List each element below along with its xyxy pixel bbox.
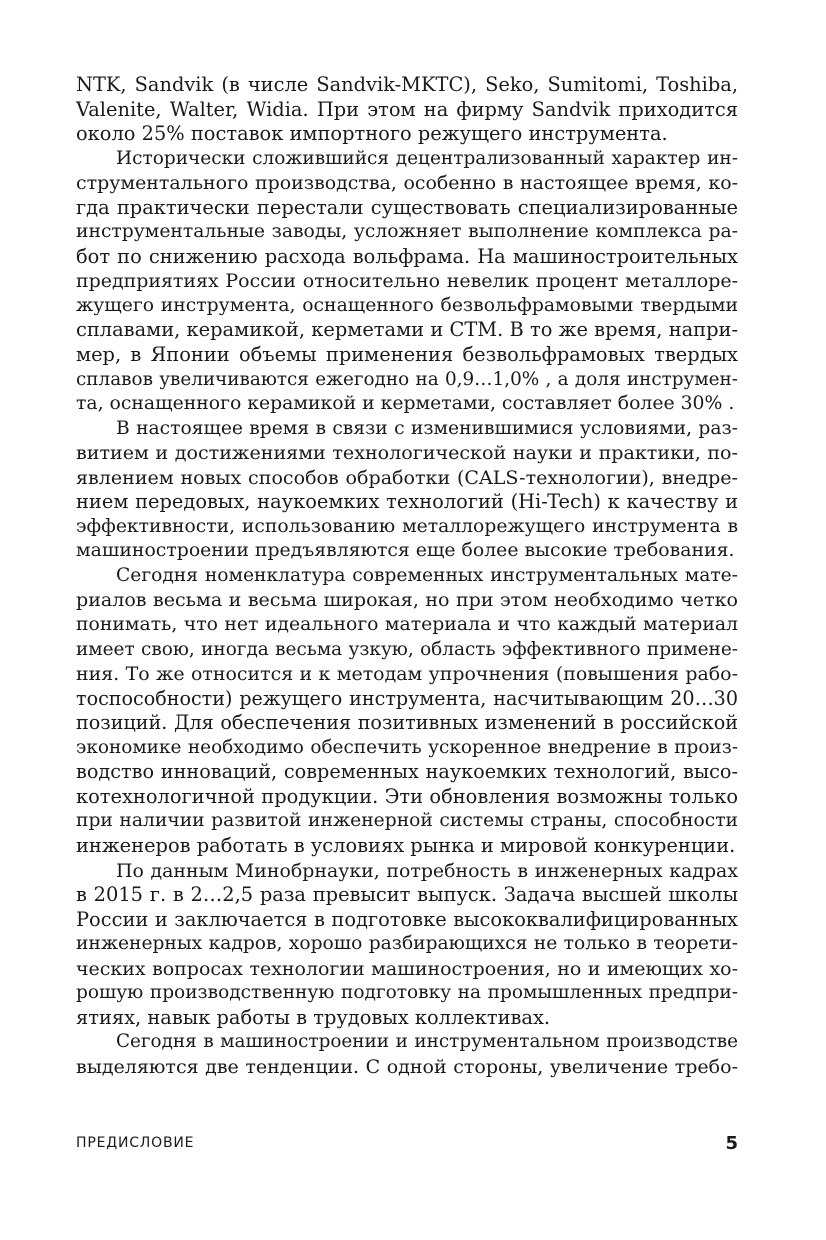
text-line: та, оснащенного керамикой и керметами, составляет более 30% . (76, 393, 735, 415)
text-line: эффективности, использованию металлорежущего инструмента в (76, 515, 738, 537)
text-line: предприятиях России относительно невелик процент металлоре- (76, 270, 738, 293)
text-line: машиностроении предъявляются еще более высокие требования. (76, 540, 735, 562)
page-number: 5 (725, 1133, 738, 1154)
text-line: экономике необходимо обеспечить ускоренное внедрение в произ- (76, 736, 738, 758)
text-line: струментального производства, особенно в настоящее время, ко- (76, 172, 738, 195)
text-line: явлением новых способов обработки (CALS-технологии), внедре- (76, 466, 738, 489)
text-line: при наличии развитой инженерной системы страны, способности (76, 810, 738, 832)
text-line: гда практически перестали существовать специализированные (76, 195, 738, 219)
text-line: сплавов увеличиваются ежегодно на 0,9…1,0% , а доля инструмен- (76, 368, 738, 390)
text-line: В настоящее время в связи с изменившимися условиями, раз- (116, 417, 738, 439)
text-line: бот по снижению расхода вольфрама. На машиностроительных (76, 244, 738, 268)
text-line: риалов весьма и весьма широкая, но при этом необходимо четко (76, 589, 738, 612)
text-line: позиций. Для обеспечения позитивных изменений в российской (76, 711, 738, 735)
text-line: инструментальные заводы, усложняет выполнение комплекса ра- (76, 221, 738, 243)
text-line: тоспособности) режущего инструмента, насчитывающим 20…30 (76, 686, 738, 710)
text-line: понимать, что нет идеального материала и что каждый материал (76, 614, 738, 636)
page-body (76, 73, 738, 1079)
text-line: выделяются две тенденции. С одной стороны, увеличение требо- (76, 1055, 738, 1078)
text-line: котехнологичной продукции. Эти обновления возможны только (76, 784, 738, 808)
text-line: имеет свою, иногда весьма узкую, область эффективного примене- (76, 638, 738, 660)
text-line: инженеров работать в условиях рынка и мировой конкуренции. (76, 833, 736, 857)
page-footer (76, 1133, 738, 1159)
running-head: ПРЕДИСЛОВИЕ (76, 1135, 195, 1151)
text-line: Сегодня номенклатура современных инструментальных мате- (116, 564, 738, 586)
text-line: NTK, Sandvik (в числе Sandvik-MKTC), Seko, Sumitomi, Toshiba, (76, 73, 738, 96)
text-line: По данным Минобрнауки, потребность в инженерных кадрах (116, 859, 738, 882)
text-line: России и заключается в подготовке высококвалифицированных (76, 907, 738, 931)
text-line: Исторически сложившийся децентрализованный характер ин- (116, 147, 738, 169)
text-line: мер, в Японии объемы применения безвольфрамовых твердых (76, 343, 738, 367)
text-line: ческих вопросах технологии машиностроения, но и имеющих хо- (76, 957, 738, 980)
text-line: рошую производственную подготовку на промышленных предпри- (76, 982, 738, 1004)
text-line: в 2015 г. в 2…2,5 раза превысит выпуск. Задача высшей школы (76, 883, 738, 907)
text-line: ятиях, навык работы в трудовых коллективах. (76, 1005, 551, 1029)
text-line: Сегодня в машиностроении и инструментальном производстве (116, 1031, 738, 1053)
text-line: витием и достижениями технологической науки и практики, по- (76, 441, 738, 465)
text-line: нием передовых, наукоемких технологий (Hi-Tech) к качеству и (76, 490, 738, 514)
text-line: инженерных кадров, хорошо разбирающихся не только в теорети- (76, 933, 738, 955)
text-line: сплавами, керамикой, керметами и СТМ. В то же время, напри- (76, 318, 738, 342)
text-line: Valenite, Walter, Widia. При этом на фирму Sandvik приходится (76, 97, 738, 121)
text-line: жущего инструмента, оснащенного безвольфрамовыми твердыми (76, 294, 738, 316)
text-line: ния. То же относится и к методам упрочнения (повышения рабо- (76, 663, 738, 686)
text-line: водство инноваций, современных наукоемких технологий, высо- (76, 760, 738, 784)
text-line: около 25% поставок импортного режущего инструмента. (76, 122, 668, 146)
